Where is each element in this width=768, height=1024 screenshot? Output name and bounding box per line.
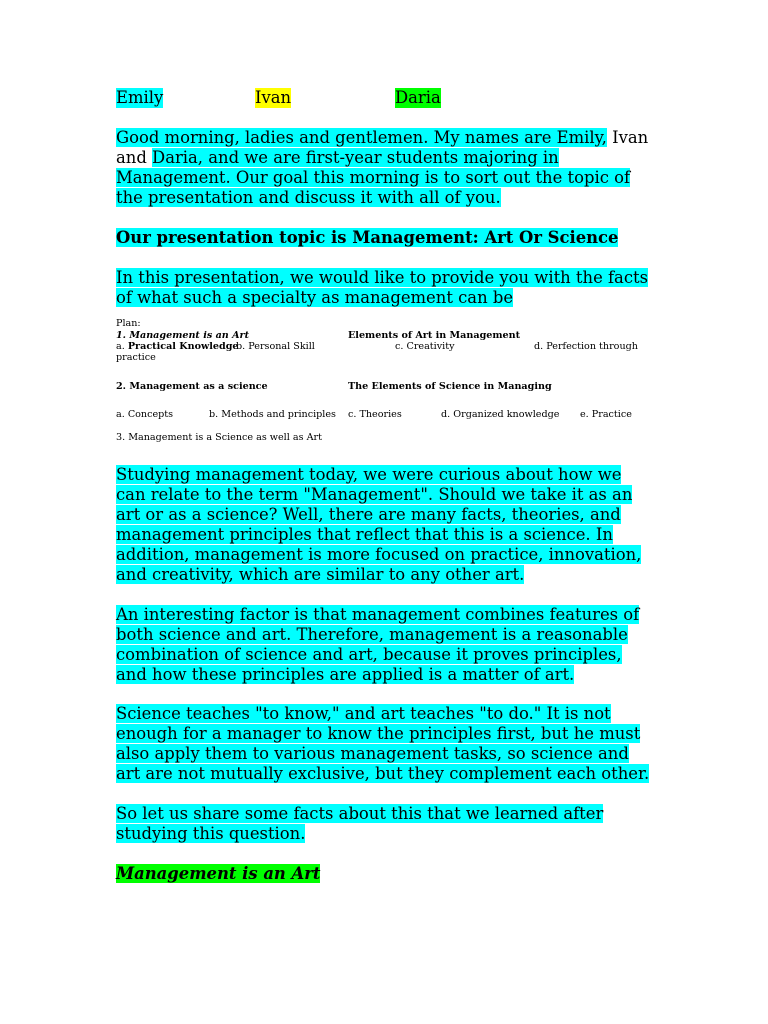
plan-item-2-title: 2. Management as a science: [116, 381, 268, 392]
author-ivan: Ivan: [255, 88, 292, 107]
sci-a: a. Concepts: [116, 409, 174, 420]
art-c: c. Creativity: [395, 341, 455, 352]
sci-e: e. Practice: [580, 409, 632, 420]
art-b: b. Personal Skill: [236, 341, 315, 352]
intro-part-1: Good morning, ladies and gentlemen. My names are Emily,: [116, 128, 607, 147]
paragraph-4-text: So let us share some facts about this that we learned after studying this question.: [116, 804, 604, 843]
paragraph-3-text: Science teaches "to know," and art teaches "to do." It is not enough for a manager to know the principles first, but he must also apply them to various management tasks, so science and art are not mutually exclusive, but they complement each other.: [116, 704, 650, 783]
author-daria: Daria: [395, 88, 441, 107]
facts-intro-text: In this presentation, we would like to provide you with the facts of what such a specialty as management can be: [116, 268, 648, 307]
sci-d: d. Organized knowledge: [441, 409, 560, 420]
art-d-continued: practice: [116, 352, 156, 363]
facts-intro-paragraph: [116, 268, 656, 308]
paragraph-4: [116, 804, 656, 844]
intro-part-3: Daria,: [152, 148, 204, 167]
paragraph-2: [116, 605, 656, 685]
intro-paragraph: [116, 128, 656, 208]
art-d: d. Perfection through: [534, 341, 638, 352]
author-emily: Emily: [116, 88, 164, 107]
section-heading: [116, 864, 656, 884]
plan-item-1-title: 1. Management is an Art: [116, 330, 250, 341]
topic-heading: [116, 228, 656, 248]
elements-science-title: The Elements of Science in Managing: [348, 381, 552, 392]
topic-text: Our presentation topic is Management: Art Or Science: [116, 228, 619, 247]
sci-b: b. Methods and principles: [209, 409, 336, 420]
elements-art-title: Elements of Art in Management: [348, 330, 521, 341]
art-a: a. Practical Knowledge: [116, 341, 239, 352]
plan-label: Plan:: [116, 318, 141, 329]
paragraph-2-text: An interesting factor is that management combines features of both science and art. Therefore, management is a reasonable combination of science and art, because it proves principles, and how these principles are applied is a matter of art.: [116, 605, 640, 684]
paragraph-1: [116, 465, 656, 585]
plan-item-3: 3. Management is a Science as well as Art: [116, 432, 322, 443]
paragraph-3: [116, 704, 656, 784]
intro-part-4: and we are first-year students majoring in Management. Our goal this morning is to sort out the topic of the presentation and discuss it with all of you.: [116, 148, 631, 207]
paragraph-1-text: Studying management today, we were curious about how we can relate to the term "Management". Should we take it as an art or as a science? Well, there are many facts, theories, and management principles that reflect that this is a science. In addition, management is more focused on practice, innovation, and creativity, which are similar to any other art.: [116, 465, 642, 584]
section-heading-text: Management is an Art: [116, 864, 321, 883]
intro-part-2: Ivan and: [116, 128, 649, 167]
sci-c: c. Theories: [348, 409, 402, 420]
author-names: [0, 88, 768, 110]
